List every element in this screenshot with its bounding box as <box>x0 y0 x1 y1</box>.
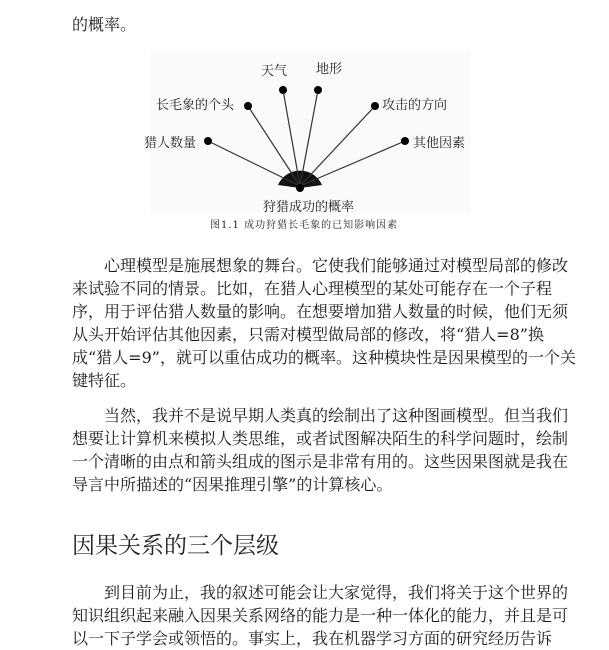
paragraph-line: 序，用于评估猎人数量的影响。在想要增加猎人数量的时候，他们无须 <box>72 302 569 321</box>
paragraph-line: 以一下子学会或领悟的。事实上，我在机器学习方面的研究经历告诉 <box>72 629 553 648</box>
paragraph-line: 导言中所描述的“因果推理引擎”的计算核心。 <box>72 475 393 494</box>
edge-other-factors <box>300 141 405 186</box>
node-terrain <box>314 86 322 94</box>
paragraph-line: 知识组织起来融入因果关系网络的能力是一种一体化的能力，并且是可 <box>72 606 569 625</box>
label-mammoth-size: 长毛象的个头 <box>156 98 235 113</box>
figure-caption: 图1.1 成功狩猎长毛象的已知影响因素 <box>210 220 399 231</box>
label-success-probability: 狩猎成功的概率 <box>263 200 355 215</box>
label-weather: 天气 <box>261 64 288 79</box>
node-attack-direction <box>371 102 379 110</box>
paragraph-line: 从头开始评估其他因素，只需对模型做局部的修改，将“猎人=8”换 <box>72 325 544 344</box>
paragraph-line: 一个清晰的由点和箭头组成的图示是非常有用的。这些因果图就是我在 <box>72 452 569 471</box>
label-attack-direction: 攻击的方向 <box>382 98 448 113</box>
node-weather <box>279 86 287 94</box>
paragraph-line: 想要让计算机来模拟人类思维，或者试图解决陌生的科学问题时，绘制 <box>72 429 569 448</box>
node-mammoth-size <box>244 102 252 110</box>
paragraph-line: 当然，我并不是说早期人类真的绘制出了这种图画模型。但当我们 <box>72 406 569 425</box>
edge-mammoth-size <box>248 106 300 186</box>
edge-attack-direction <box>300 106 375 186</box>
node-other-factors <box>401 137 409 145</box>
paragraph-line: 键特征。 <box>72 371 137 390</box>
edge-weather <box>283 90 300 186</box>
section-heading: 因果关系的三个层级 <box>72 533 279 559</box>
figure-causal-diagram <box>144 52 470 215</box>
node-hunter-count <box>204 137 212 145</box>
label-hunter-count: 猎人数量 <box>144 136 197 151</box>
paragraph-line: 到目前为止，我的叙述可能会让大家觉得，我们将关于这个世界的 <box>72 583 569 602</box>
paragraph-line: 来试验不同的情景。比如，在猎人心理模型的某处可能存在一个子程 <box>72 279 553 298</box>
edge-terrain <box>300 90 318 186</box>
edge-hunter-count <box>208 141 300 186</box>
lead-text: 的概率。 <box>72 15 137 34</box>
label-other-factors: 其他因素 <box>413 136 466 151</box>
paragraph-line: 成“猎人=9”，就可以重估成功的概率。这种模块性是因果模型的一个关 <box>72 348 576 367</box>
paragraph-line: 心理模型是施展想象的舞台。它使我们能够通过对模型局部的修改 <box>72 256 569 275</box>
label-terrain: 地形 <box>316 62 343 77</box>
node-success-probability <box>296 184 304 192</box>
